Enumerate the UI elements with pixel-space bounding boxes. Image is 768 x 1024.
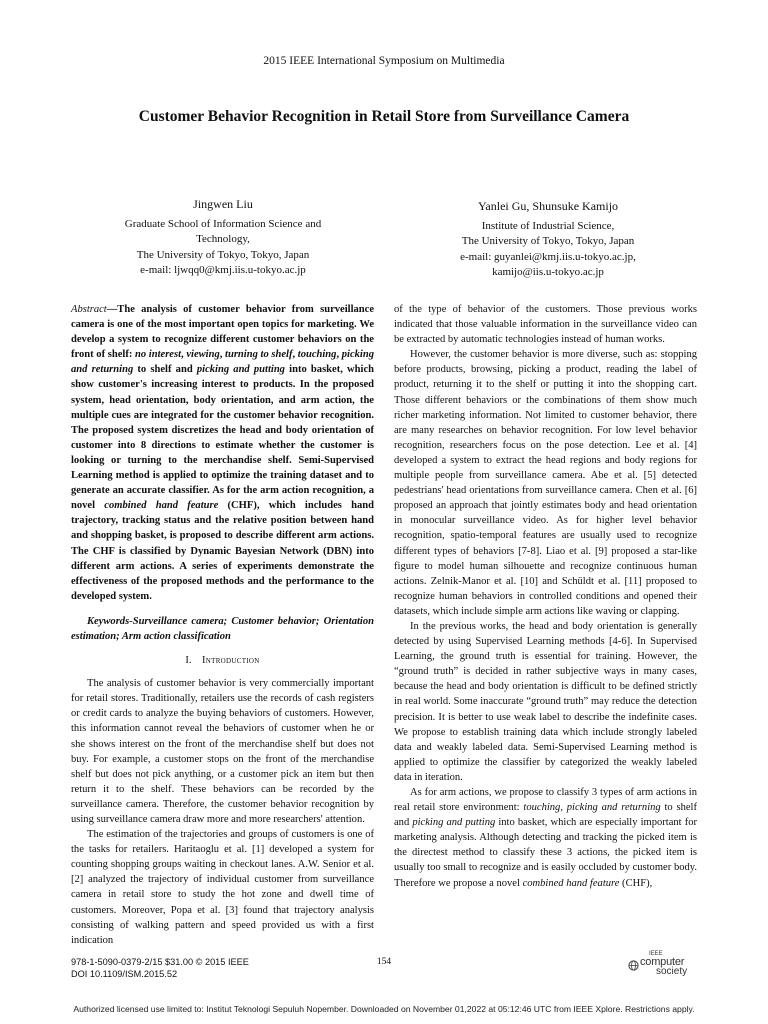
author-block-1: [88, 197, 358, 279]
author-block-2: [408, 199, 688, 281]
right-column: [394, 302, 697, 891]
page-number: 154: [376, 957, 392, 967]
paragraph: The estimation of the trajectories and groups of customers is one of the tasks for retailers. Haritaoglu et al. [1] developed a system for counting shopping groups waiting in checkout lanes. A.W. Senior et al. [2] analyzed the trajectory of individual customer from surveillance camera in retail store to study the hot zone and dwell time of customers. Moreover, Popa et al. [3] found that trajectory analysis consisting of walking pattern and speed provided us with a first indication: [71, 829, 374, 946]
author-affiliation: The University of Tokyo, Tokyo, Japan: [461, 235, 635, 247]
globe-icon: [628, 960, 639, 971]
author-email: kamijo@iis.u-tokyo.ac.jp: [492, 266, 604, 278]
author-affiliation: Technology,: [196, 233, 250, 245]
keywords: Keywords-Surveillance camera; Customer behavior; Orientation estimation; Arm action classification: [71, 615, 374, 642]
author-affiliation: Graduate School of Information Science and: [124, 217, 322, 230]
left-column: [71, 302, 374, 948]
paragraph: In the previous works, the head and body orientation is generally detected by using Supervised Learning methods [4-6]. In Supervised Learning, the ground truth is essential for training. However, the “ground truth” is decided in rather subjective ways in many cases, because the head and body orientation is difficult to be defined strictly in real world. Some inaccurate “ground truth” may reduce the detection precision. It is better to use weak label to describe the indefinite cases. We propose to establish training data which include strongly labeled data and weakly labeled data. Semi-Supervised Learning method is applied to optimize the classifier by categorized the weakly labeled data in iteration.: [394, 620, 697, 783]
license-notice: Authorized licensed use limited to: Institut Teknologi Sepuluh Nopember. Downloaded on November 01,2022 at 05:12:46 UTC from IEEE Xplore. Restrictions apply.: [73, 1004, 695, 1014]
section-heading: I. Introduction: [185, 655, 260, 667]
author-name: Yanlei Gu, Shunsuke Kamijo: [477, 199, 619, 213]
author-email: e-mail: ljwqq0@kmj.iis.u-tokyo.ac.jp: [140, 264, 306, 276]
abstract: Abstract—The analysis of customer behavior from surveillance camera is one of the most important open topics for marketing. We develop a system to recognize different customer behaviors on the front of shelf: no interest, viewing, turning to shelf, touching, picking and returning to shelf and picking and putting into basket, which show customer's increasing interest to products. In the proposed system, head orientation, body orientation, and arm action, the multiple cues are integrated for the customer behavior recognition. The proposed system discretizes the head and body orientation of customer into 8 directions to estimate whether the customer is looking or turning to the merchandise shelf. Semi-Supervised Learning method is applied to optimize the training dataset and to generate an accurate classifier. As for the arm action recognition, a novel combined hand feature (CHF), which includes hand trajectory, tracking status and the relative position between hand and shopping basket, is proposed to describe different arm actions. The CHF is classified by Dynamic Bayesian Network (DBN) into different arm actions. A series of experiments demonstrate the effectiveness of the proposed methods and the performance to the developed system.: [71, 304, 375, 602]
copyright-footer: [71, 956, 249, 980]
doi-line: DOI 10.1109/ISM.2015.52: [71, 969, 178, 979]
author-affiliation: Institute of Industrial Science,: [481, 219, 615, 232]
paragraph: of the type of behavior of the customers. Those previous works indicated that those valuable information in the surveillance video can be extracted by automatic technologies instead of human works.: [394, 304, 697, 346]
paragraph: The analysis of customer behavior is very commercially important for retail stores. Traditionally, retailers use the records of cash registers or credit cards to analyze the buying behaviors of customers. However, this information cannot reveal the behaviors of customer when he or she shows interest on the front of the merchandise shelf but does not buy. For example, a customer stops on the front of the merchandise shelf but does not pick anything, or a customer pick an item but then return it to the shelf. These behaviors can be recorded by the surveillance camera. Therefore, the customer behavior recognition by using surveillance camera draw more and more researchers' attention.: [71, 678, 374, 825]
isbn-line: 978-1-5090-0379-2/15 $31.00 © 2015 IEEE: [71, 957, 249, 967]
author-email: e-mail: guyanlei@kmj.iis.u-tokyo.ac.jp,: [460, 250, 636, 263]
conference-name: 2015 IEEE International Symposium on Multimedia: [263, 55, 505, 67]
author-affiliation: The University of Tokyo, Tokyo, Japan: [136, 248, 310, 261]
paragraph: As for arm actions, we propose to classify 3 types of arm actions in real retail store environment: touching, picking and returning to shelf and picking and putting into basket, which are especially important for marketing analysis. Although detecting and tracking the picked item is the directest method to classify these 3 actions, the picked item is usually too small to recognize and is easily occluded by customer body. Therefore we propose a novel combined hand feature (CHF),: [394, 787, 697, 889]
ieee-computer-society-logo: IEEE computer society: [628, 951, 698, 981]
paragraph: However, the customer behavior is more diverse, such as: stopping before products, browsing, picking a product, reading the label of product, returning it to the shelf or putting it into the shopping cart. Those different behaviors or the combinations of them show much richer marketing information. Not limited to customer behavior, there are many researches on behavior recognition. For low level behavior recognition, researchers focus on the pose detection. Lee et al. [4] developed a system to extract the head regions and body regions for multiple people from surveillance camera. Abe et al. [5] detected pedestrians' head orientations from surveillance camera. Chen et al. [6] proposed an approach that jointly estimates body and head orientation in monocular surveillance video. As for higher level behavior recognition, spatio-temporal features are usually used to recognize different types of behaviors [7-8]. Liao et al. [9] proposed a star-like figure to model human silhouette and recognize continuous human actions. Zelnik-Manor et al. [10] and Schüldt et al. [11] proposed to recognize human behaviors in controlled conditions and opened their datasets, which include simple arm actions like waving or clapping.: [394, 349, 697, 617]
paper-title: Customer Behavior Recognition in Retail Store from Surveillance Camera: [138, 108, 630, 125]
author-name: Jingwen Liu: [193, 197, 253, 211]
